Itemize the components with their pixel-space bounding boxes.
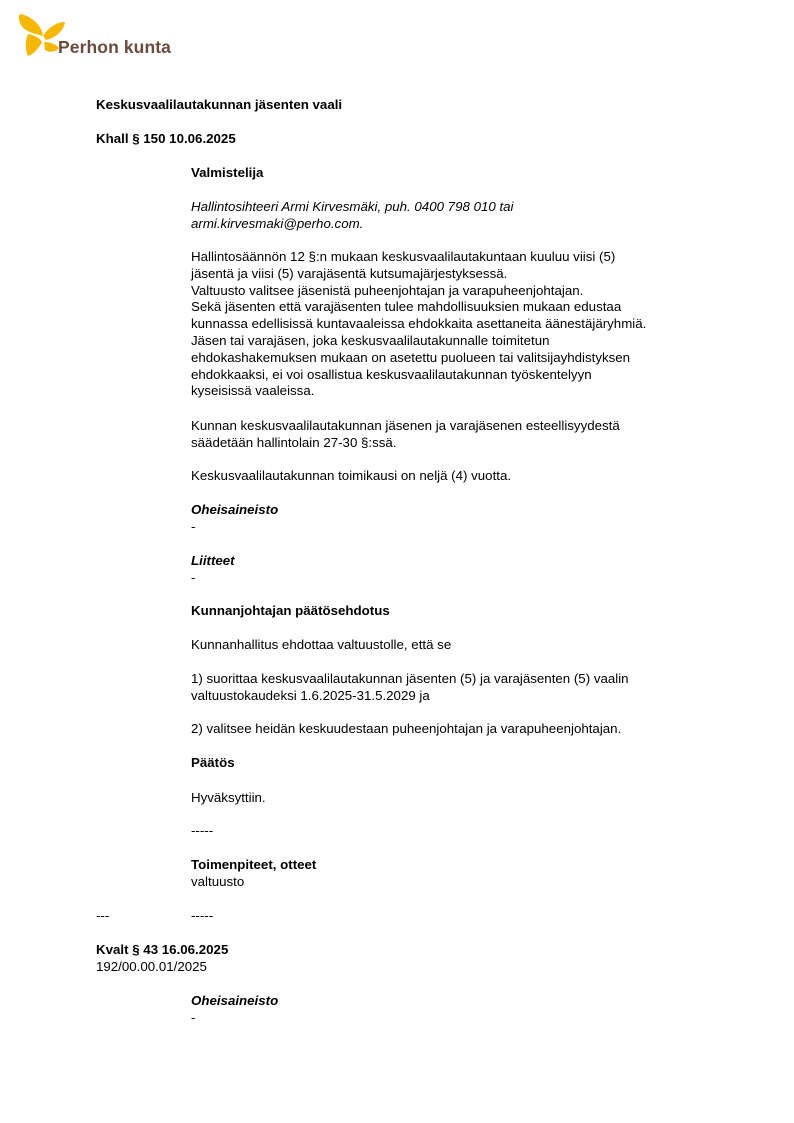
paragraph-2 — [191, 418, 751, 452]
separator: ----- — [191, 823, 214, 838]
liitteet-heading: Liitteet — [191, 553, 235, 568]
liitteet-value: - — [191, 570, 196, 585]
record-number: 192/00.00.01/2025 — [96, 959, 207, 974]
paragraph-line: Hallintosäännön 12 §:n mukaan keskusvaalilautakuntaan kuuluu viisi (5) — [191, 249, 616, 264]
proposal-item-1 — [191, 671, 751, 705]
paragraph-line: ehdokashakemuksen mukaan on asetettu puolueen tai valitsijayhdistyksen — [191, 349, 631, 365]
actions-value: valtuusto — [191, 874, 245, 889]
separator: ----- — [191, 908, 214, 923]
paragraph-line: jäsentä ja viisi (5) varajäsentä kutsumajärjestyksessä. — [191, 265, 508, 281]
preparer-block — [191, 199, 751, 233]
proposal-line: 1) suorittaa keskusvaalilautakunnan jäsenten (5) ja varajäsenten (5) vaalin — [191, 671, 629, 686]
decision-heading: Päätös — [191, 755, 235, 770]
oheisaineisto-heading: Oheisaineisto — [191, 502, 279, 517]
preparer-heading: Valmistelija — [191, 165, 264, 180]
org-name: Perhon kunta — [58, 37, 172, 57]
actions-heading: Toimenpiteet, otteet — [191, 857, 317, 872]
preparer-line: Hallintosihteeri Armi Kirvesmäki, puh. 0400 798 010 tai — [191, 199, 514, 214]
oheisaineisto-heading-2: Oheisaineisto — [191, 993, 279, 1008]
paragraph-line: kunnassa edellisissä kuntavaaleissa ehdokkaita asettaneita äänestäjäryhmiä. — [191, 316, 647, 332]
oheisaineisto-value-2: - — [191, 1010, 196, 1025]
paragraph-line: Jäsen tai varajäsen, joka keskusvaalilautakunnalle toimitetun — [191, 332, 550, 348]
proposal-intro: Kunnanhallitus ehdottaa valtuustolle, että se — [191, 637, 452, 652]
document-title: Keskusvaalilautakunnan jäsenten vaali — [96, 97, 343, 112]
paragraph-1 — [191, 249, 751, 400]
separator-left: --- — [96, 908, 110, 923]
proposal-heading: Kunnanjohtajan päätösehdotus — [191, 603, 390, 618]
proposal-item-2: 2) valitsee heidän keskuudestaan puheenjohtajan ja varapuheenjohtajan. — [191, 721, 622, 736]
paragraph-line: Kunnan keskusvaalilautakunnan jäsenen ja varajäsenen esteellisyydestä — [191, 418, 620, 433]
perho-logo — [16, 12, 186, 60]
decision-text: Hyväksyttiin. — [191, 790, 266, 805]
paragraph-line: ehdokkaaksi, ei voi osallistua keskusvaalilautakunnan työskentelyyn — [191, 366, 592, 382]
proposal-line: valtuustokaudeksi 1.6.2025-31.5.2029 ja — [191, 687, 430, 703]
preparer-email: armi.kirvesmaki@perho.com. — [191, 215, 364, 231]
paragraph-3: Keskusvaalilautakunnan toimikausi on neljä (4) vuotta. — [191, 468, 512, 483]
kvalt-reference: Kvalt § 43 16.06.2025 — [96, 942, 229, 957]
oheisaineisto-value: - — [191, 519, 196, 534]
paragraph-line: säädetään hallintolain 27-30 §:ssä. — [191, 434, 397, 450]
paragraph-line: Sekä jäsenten että varajäsenten tulee mahdollisuuksien mukaan edustaa — [191, 299, 622, 315]
paragraph-line: kyseisissä vaaleissa. — [191, 383, 315, 399]
paragraph-line: Valtuusto valitsee jäsenistä puheenjohtajan ja varapuheenjohtajan. — [191, 282, 584, 298]
khall-reference: Khall § 150 10.06.2025 — [96, 131, 236, 146]
